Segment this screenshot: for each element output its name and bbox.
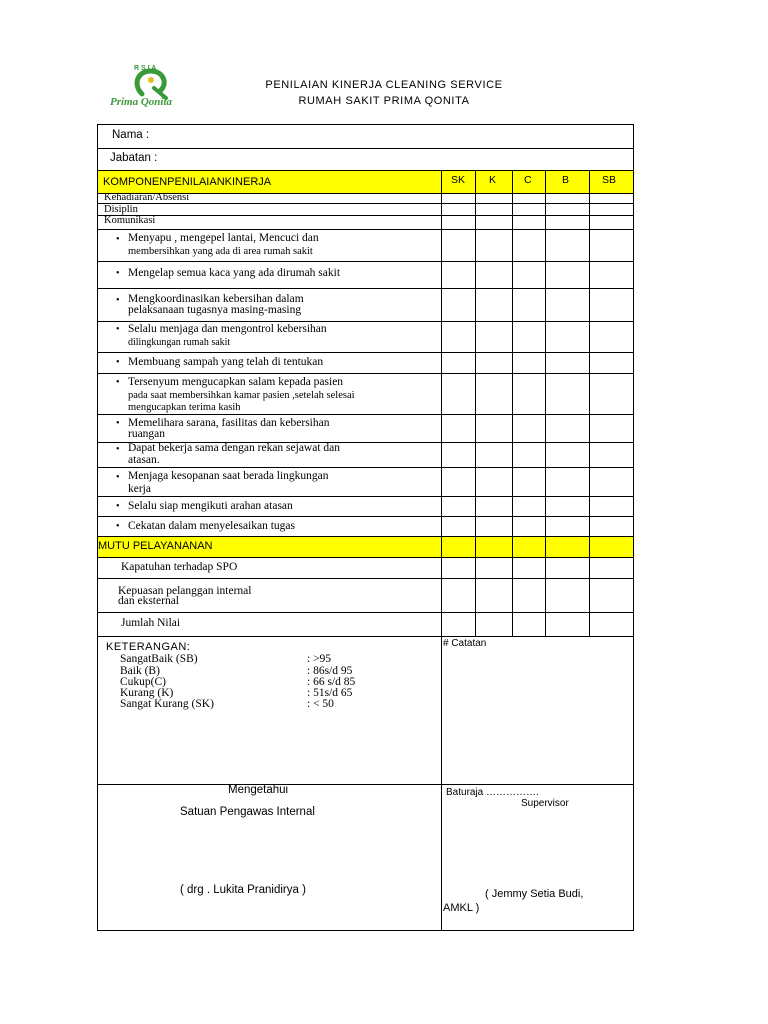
mutu-row-kepuasan: Kepuasan pelanggan internal [118, 585, 252, 597]
col-k: K [489, 174, 497, 186]
jabatan-label: Jabatan : [110, 152, 158, 164]
row-disiplin: Disiplin [104, 204, 138, 215]
row-komunikasi: Komunikasi [104, 215, 156, 226]
row-kehadiran: Kehadiaran/Absensi [104, 192, 190, 203]
sign-left-mengetahui: Mengetahui [228, 784, 289, 796]
page-subtitle: RUMAH SAKIT PRIMA QONITA [298, 95, 470, 107]
sign-right-role: Supervisor [521, 798, 569, 809]
komponen-header: KOMPONENPENILAIANKINERJA [103, 176, 272, 188]
catatan-label: # Catatan [443, 638, 487, 649]
keterangan-title: KETERANGAN: [106, 641, 191, 653]
col-sk: SK [451, 174, 466, 186]
sign-right-name-2: AMKL ) [443, 902, 480, 914]
logo-text: Prima Qonita [110, 96, 173, 108]
logo-arc-text: R S I A [134, 65, 157, 72]
col-c: C [524, 174, 532, 186]
mutu-row-spo: Kapatuhan terhadap SPO [121, 561, 238, 573]
jumlah-nilai: Jumlah Nilai [121, 617, 181, 629]
sign-right-place: Baturaja ……………. [446, 787, 539, 798]
nama-label: Nama : [112, 129, 150, 141]
page-title: PENILAIAN KINERJA CLEANING SERVICE [265, 79, 503, 91]
col-sb: SB [602, 174, 617, 186]
sign-left-name: ( drg . Lukita Pranidirya ) [180, 884, 306, 896]
sign-right-name: ( Jemmy Setia Budi, [485, 888, 584, 900]
sign-left-unit: Satuan Pengawas Internal [180, 806, 315, 818]
mutu-row-kepuasan-2: dan eksternal [118, 595, 179, 607]
mutu-header: MUTU PELAYANANAN [98, 540, 213, 552]
col-b: B [562, 174, 570, 186]
